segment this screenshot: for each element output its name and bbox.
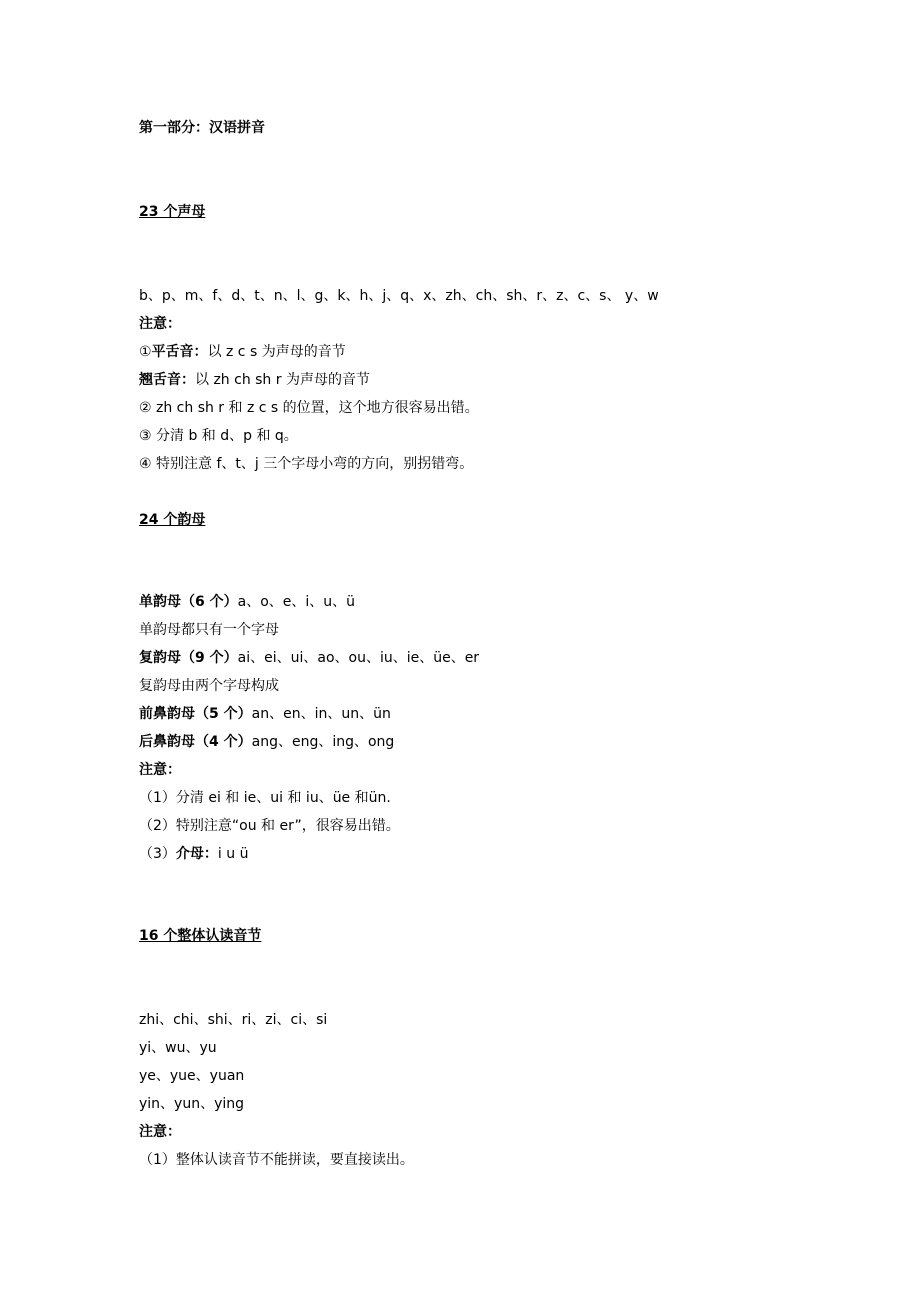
finals-compound-list: ai、ei、ui、ao、ou、iu、ie、üe、er (237, 650, 480, 666)
note-text: i u ü (217, 846, 249, 862)
finals-compound-desc: 复韵母由两个字母构成 (139, 678, 279, 694)
note-text: 以 zh ch sh r 为声母的音节 (195, 372, 370, 388)
finals-front-nasal-list: an、en、in、un、ün (251, 706, 391, 722)
finals-note-2: （2）特别注意“ou 和 er”，很容易出错。 (139, 818, 400, 834)
finals-back-nasal-label: 后鼻韵母（4 个） (139, 734, 252, 750)
initials-note-1b (139, 368, 860, 392)
initials-note-4: ④ 特别注意 f、t、j 三个字母小弯的方向，别拐错弯。 (139, 456, 474, 472)
initials-note-3: ③ 分清 b 和 d、p 和 q。 (139, 428, 298, 444)
whole-syllables-note-1: （1）整体认读音节不能拼读，要直接读出。 (139, 1152, 414, 1168)
finals-note-label: 注意： (139, 762, 181, 778)
finals-heading: 24 个韵母 (139, 512, 206, 528)
note-term: 平舌音： (151, 344, 208, 360)
note-text: 以 z c s 为声母的音节 (207, 344, 346, 360)
finals-note-1: （1）分清 ei 和 ie、ui 和 iu、üe 和ün. (139, 790, 391, 806)
initials-heading: 23 个声母 (139, 204, 206, 220)
note-prefix: （3） (139, 846, 176, 862)
whole-syllables-heading: 16 个整体认读音节 (139, 928, 262, 944)
note-number: ① (139, 344, 152, 360)
finals-note-3 (139, 842, 860, 866)
part-title: 第一部分：汉语拼音 (139, 120, 265, 136)
finals-compound (139, 646, 860, 670)
finals-back-nasal-list: ang、eng、ing、ong (251, 734, 395, 750)
whole-syllables-row-4: yin、yun、ying (139, 1096, 245, 1112)
finals-simple-desc: 单韵母都只有一个字母 (139, 622, 279, 638)
initials-note-label: 注意： (139, 316, 181, 332)
whole-syllables-row-3: ye、yue、yuan (139, 1068, 245, 1084)
initials-note-2: ② zh ch sh r 和 z c s 的位置，这个地方很容易出错。 (139, 400, 479, 416)
finals-simple (139, 590, 860, 614)
finals-simple-label: 单韵母（6 个） (139, 594, 238, 610)
finals-front-nasal-label: 前鼻韵母（5 个） (139, 706, 252, 722)
finals-back-nasal (139, 730, 860, 754)
finals-front-nasal (139, 702, 860, 726)
whole-syllables-row-2: yi、wu、yu (139, 1040, 217, 1056)
finals-compound-label: 复韵母（9 个） (139, 650, 238, 666)
note-term: 介母： (175, 846, 218, 862)
initials-note-1 (139, 340, 860, 364)
finals-simple-list: a、o、e、i、u、ü (237, 594, 356, 610)
initials-letters: b、p、m、f、d、t、n、l、g、k、h、j、q、x、zh、ch、sh、r、z、c、s、 y、w (139, 288, 659, 304)
note-term: 翘舌音： (139, 372, 195, 388)
whole-syllables-note-label: 注意： (139, 1124, 181, 1140)
whole-syllables-row-1: zhi、chi、shi、ri、zi、ci、si (139, 1012, 328, 1028)
